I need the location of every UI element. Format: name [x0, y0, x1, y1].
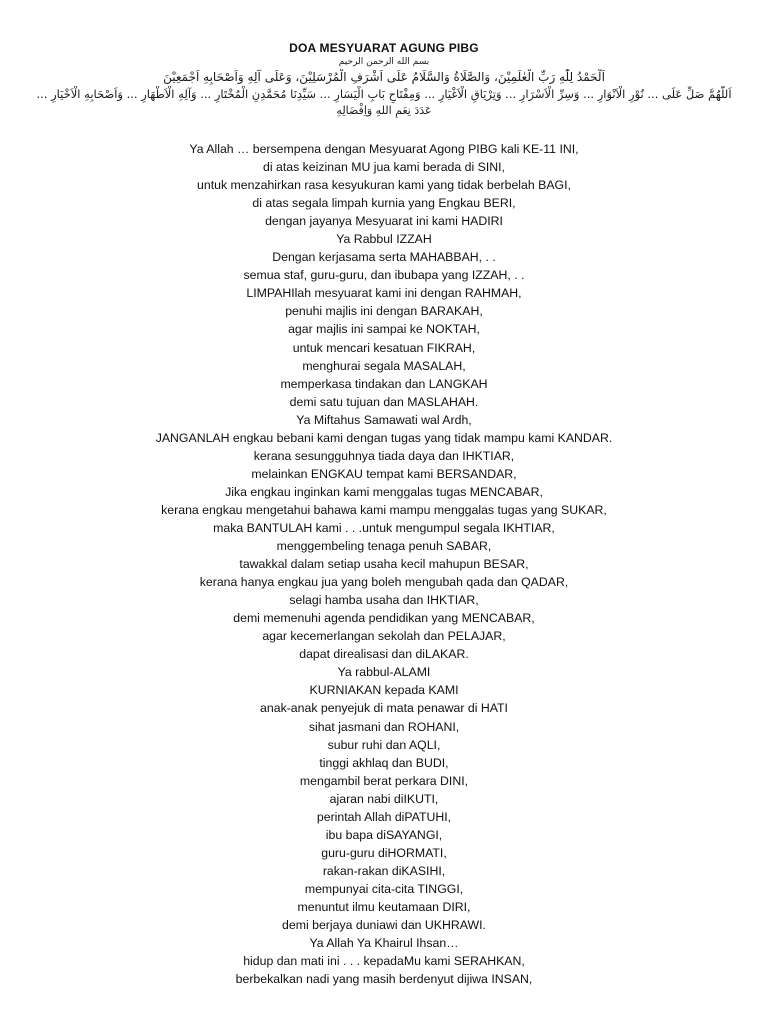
basmalah-line: بسم الله الرحمن الرحيم	[338, 57, 430, 67]
prayer-line: di atas segala limpah kurnia yang Engkau BERI,	[252, 196, 516, 211]
prayer-line: memperkasa tindakan dan LANGKAH	[280, 376, 488, 391]
prayer-line: demi memenuhi agenda pendidikan yang MENCABAR,	[233, 611, 535, 626]
prayer-line: subur ruhi dan AQLI,	[327, 737, 441, 752]
prayer-line: kerana sesungguhnya tiada daya dan IHKTIAR,	[253, 448, 515, 463]
prayer-line: anak-anak penyejuk di mata penawar di HATI	[260, 701, 508, 716]
prayer-line: melainkan ENGKAU tempat kami BERSANDAR,	[251, 466, 517, 481]
prayer-line: menuntut ilmu keutamaan DIRI,	[297, 899, 471, 914]
arabic-opening	[0, 56, 768, 118]
prayer-line: maka BANTULAH kami . . .untuk mengumpul segala IKHTIAR,	[213, 520, 555, 535]
prayer-line: Ya Miftahus Samawati wal Ardh,	[296, 412, 472, 427]
prayer-line: perintah Allah diPATUHI,	[316, 809, 452, 824]
prayer-line: mempunyai cita-cita TINGGI,	[304, 881, 464, 896]
arabic-salawat-line: اَللّٰهُمَّ صَلِّ عَلَى ... نُوْرِ الْاَنْوَارِ ... وَسِرِّ الْاَسْرَارِ ... وَتِرْيَاقِ الْاَغْيَارِ ... وَمِفْتَاحِ بَابِ الْيَسَارِ ... سَيِّدِنَا مُحَمَّدِنِ الْمُخْتَارِ ... وَآلِهِ الْاَطْهَارِ ... وَاَصْحَابِهِ الْاَخْيَارِ ...	[36, 87, 732, 101]
arabic-praise-line: اَلْحَمْدُ لِلّٰهِ رَبِّ الْعٰلَمِيْنَ، وَالصَّلَاةُ وَالسَّلَامُ عَلَى اَشْرَفِ الْمُرْسَلِيْنَ، وَعَلَى آلِهِ وَاَصْحَابِهِ اَجْمَعِيْنَ	[163, 70, 605, 84]
prayer-line: Ya rabbul-ALAMI	[337, 665, 431, 680]
prayer-line: kerana hanya engkau jua yang boleh mengubah qada dan QADAR,	[199, 575, 569, 590]
prayer-line: mengambil berat perkara DINI,	[299, 773, 469, 788]
prayer-line: Jika engkau inginkan kami menggalas tugas MENCABAR,	[225, 484, 543, 499]
arabic-closing-line: عَدَدَ نِعَمِ اللهِ وَاِفْضَالِهِ	[336, 104, 432, 117]
prayer-line: untuk mencari kesatuan FIKRAH,	[292, 340, 476, 355]
prayer-line: sihat jasmani dan ROHANI,	[308, 719, 460, 734]
prayer-line: kerana engkau mengetahui bahawa kami mampu menggalas tugas yang SUKAR,	[161, 502, 607, 517]
prayer-line: JANGANLAH engkau bebani kami dengan tugas yang tidak mampu kami KANDAR.	[155, 430, 613, 445]
prayer-line: dapat direalisasi dan diLAKAR.	[299, 647, 469, 662]
prayer-line: ajaran nabi diIKUTI,	[329, 791, 439, 806]
prayer-line: Dengan kerjasama serta MAHABBAH, . .	[272, 250, 496, 265]
prayer-line: menghurai segala MASALAH,	[302, 358, 466, 373]
prayer-line: selagi hamba usaha dan IHKTIAR,	[289, 593, 479, 608]
prayer-line: penuhi majlis ini dengan BARAKAH,	[285, 304, 483, 319]
prayer-line: KURNIAKAN kepada KAMI	[309, 683, 459, 698]
prayer-line: tinggi akhlaq dan BUDI,	[319, 755, 449, 770]
prayer-line: menggembeling tenaga penuh SABAR,	[276, 539, 492, 554]
prayer-line: agar majlis ini sampai ke NOKTAH,	[288, 322, 480, 337]
prayer-line: ibu bapa diSAYANGI,	[325, 827, 443, 842]
prayer-line: rakan-rakan diKASIHI,	[322, 863, 446, 878]
prayer-line: untuk menzahirkan rasa kesyukuran kami yang tidak berbelah BAGI,	[197, 178, 571, 193]
prayer-line: dengan jayanya Mesyuarat ini kami HADIRI	[265, 214, 503, 229]
prayer-line: Ya Rabbul IZZAH	[336, 232, 432, 247]
prayer-line: demi berjaya duniawi dan UKHRAWI.	[282, 918, 486, 933]
prayer-line: guru-guru diHORMATI,	[321, 845, 447, 860]
prayer-line: semua staf, guru-guru, dan ibubapa yang IZZAH, . .	[243, 268, 525, 283]
prayer-line: hidup dan mati ini . . . kepadaMu kami SERAHKAN,	[243, 954, 525, 969]
prayer-text	[0, 140, 768, 988]
prayer-line: LIMPAHIlah mesyuarat kami ini dengan RAHMAH,	[246, 286, 522, 301]
prayer-line: di atas keizinan MU jua kami berada di SINI,	[263, 160, 505, 175]
prayer-line: agar kecemerlangan sekolah dan PELAJAR,	[262, 629, 506, 644]
prayer-line: tawakkal dalam setiap usaha kecil mahupun BESAR,	[239, 557, 529, 572]
prayer-line: Ya Allah Ya Khairul Ihsan…	[309, 936, 459, 951]
prayer-line: Ya Allah … bersempena dengan Mesyuarat Agong PIBG kali KE-11 INI,	[189, 142, 579, 156]
prayer-line: berbekalkan nadi yang masih berdenyut dijiwa INSAN,	[235, 972, 533, 987]
document-title: DOA MESYUARAT AGUNG PIBG	[289, 41, 479, 55]
prayer-line: demi satu tujuan dan MASLAHAH.	[289, 394, 479, 409]
